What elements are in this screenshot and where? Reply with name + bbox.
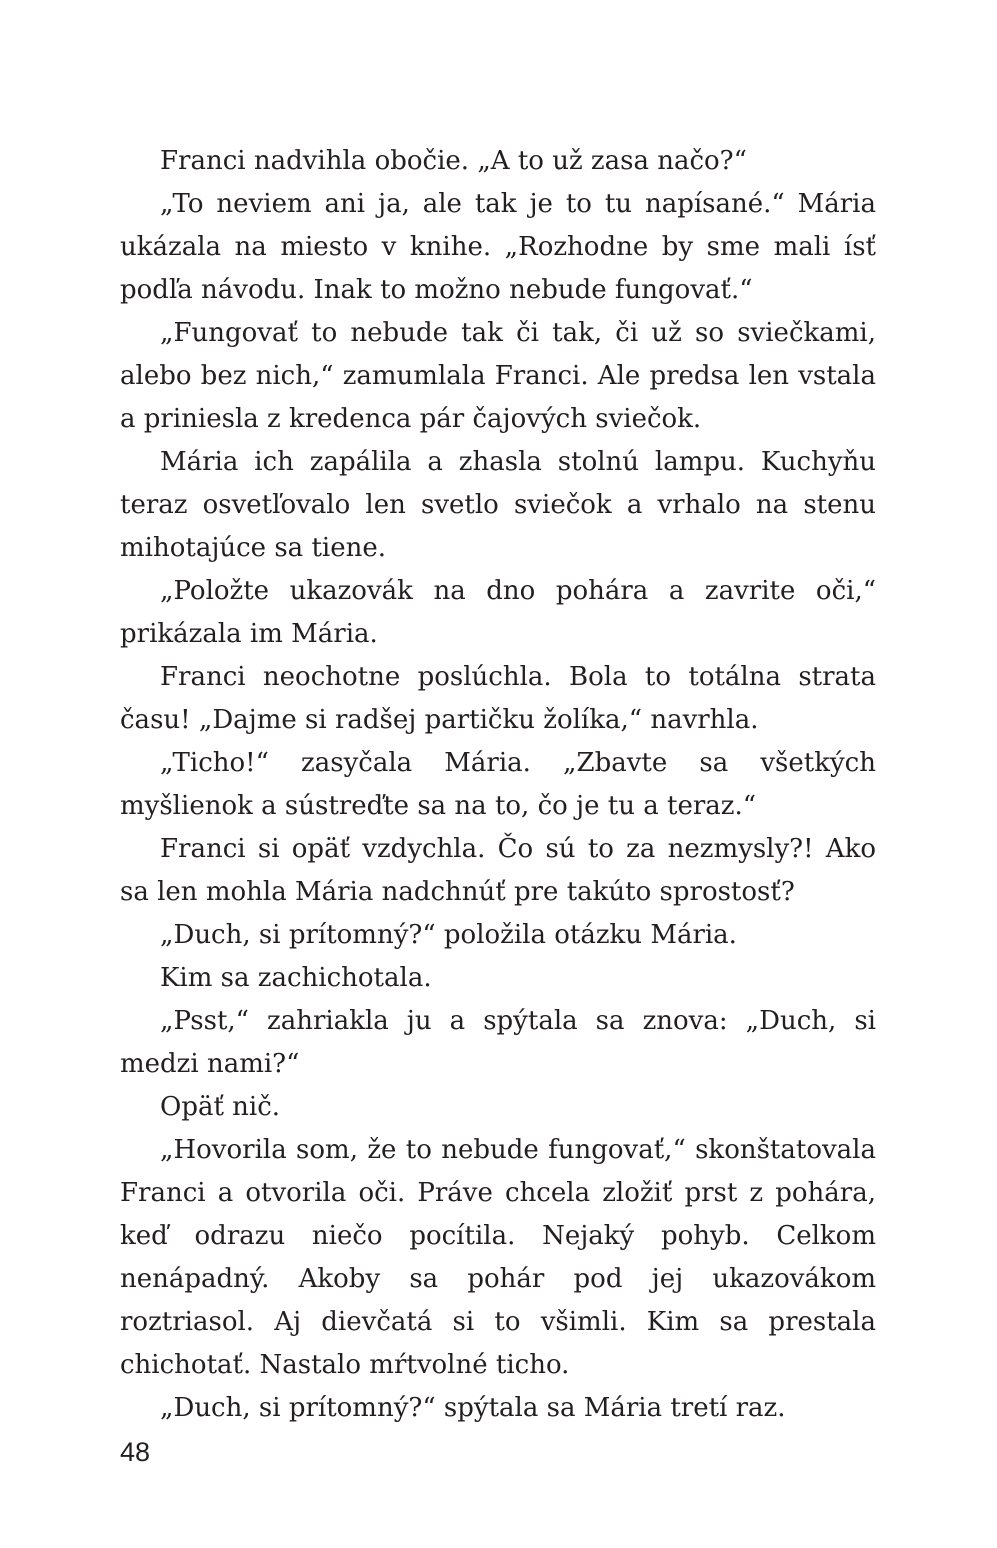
paragraph: „Ticho!“ zasyčala Mária. „Zbavte sa všetkých myšlienok a sústreďte sa na to, čo je tu a teraz.“ [120,748,876,821]
paragraph: „Položte ukazovák na dno pohára a zavrite oči,“ prikázala im Mária. [120,576,876,649]
page-number: 48 [120,1437,151,1467]
paragraph: „To neviem ani ja, ale tak je to tu napísané.“ Mária ukázala na miesto v knihe. „Rozhodne by sme mali ísť podľa návodu. Inak to možno nebude fungovať.“ [120,189,876,305]
body-text [120,140,876,1430]
paragraph: „Duch, si prítomný?“ položila otázku Mária. [160,920,737,950]
paragraph: „Hovorila som, že to nebude fungovať,“ skonštatovala Franci a otvorila oči. Práve chcela zložiť prst z pohára, keď odrazu niečo pocítila. Nejaký pohyb. Celkom nenápadný. Akoby sa pohár pod jej ukazovákom roztriasol. Aj dievčatá si to všimli. Kim sa prestala chichotať. Nastalo mŕtvolné ticho. [120,1135,876,1380]
paragraph: Franci neochotne poslúchla. Bola to totálna strata času! „Dajme si radšej partičku žolíka,“ navrhla. [120,662,876,735]
paragraph: Franci si opäť vzdychla. Čo sú to za nezmysly?! Ako sa len mohla Mária nadchnúť pre takúto sprostosť? [120,834,876,907]
paragraph: „Psst,“ zahriakla ju a spýtala sa znova: „Duch, si medzi nami?“ [120,1006,876,1079]
paragraph: Kim sa zachichotala. [160,963,432,993]
paragraph: Franci nadvihla obočie. „A to už zasa načo?“ [160,146,747,176]
paragraph: Mária ich zapálila a zhasla stolnú lampu. Kuchyňu teraz osvetľovalo len svetlo sviečok a vrhalo na stenu mihotajúce sa tiene. [120,447,876,563]
paragraph: „Fungovať to nebude tak či tak, či už so sviečkami, alebo bez nich,“ zamumlala Franci. Ale predsa len vstala a priniesla z kredenca pár čajových sviečok. [120,318,876,434]
paragraph: Opäť nič. [160,1092,281,1122]
paragraph: „Duch, si prítomný?“ spýtala sa Mária tretí raz. [160,1393,786,1423]
